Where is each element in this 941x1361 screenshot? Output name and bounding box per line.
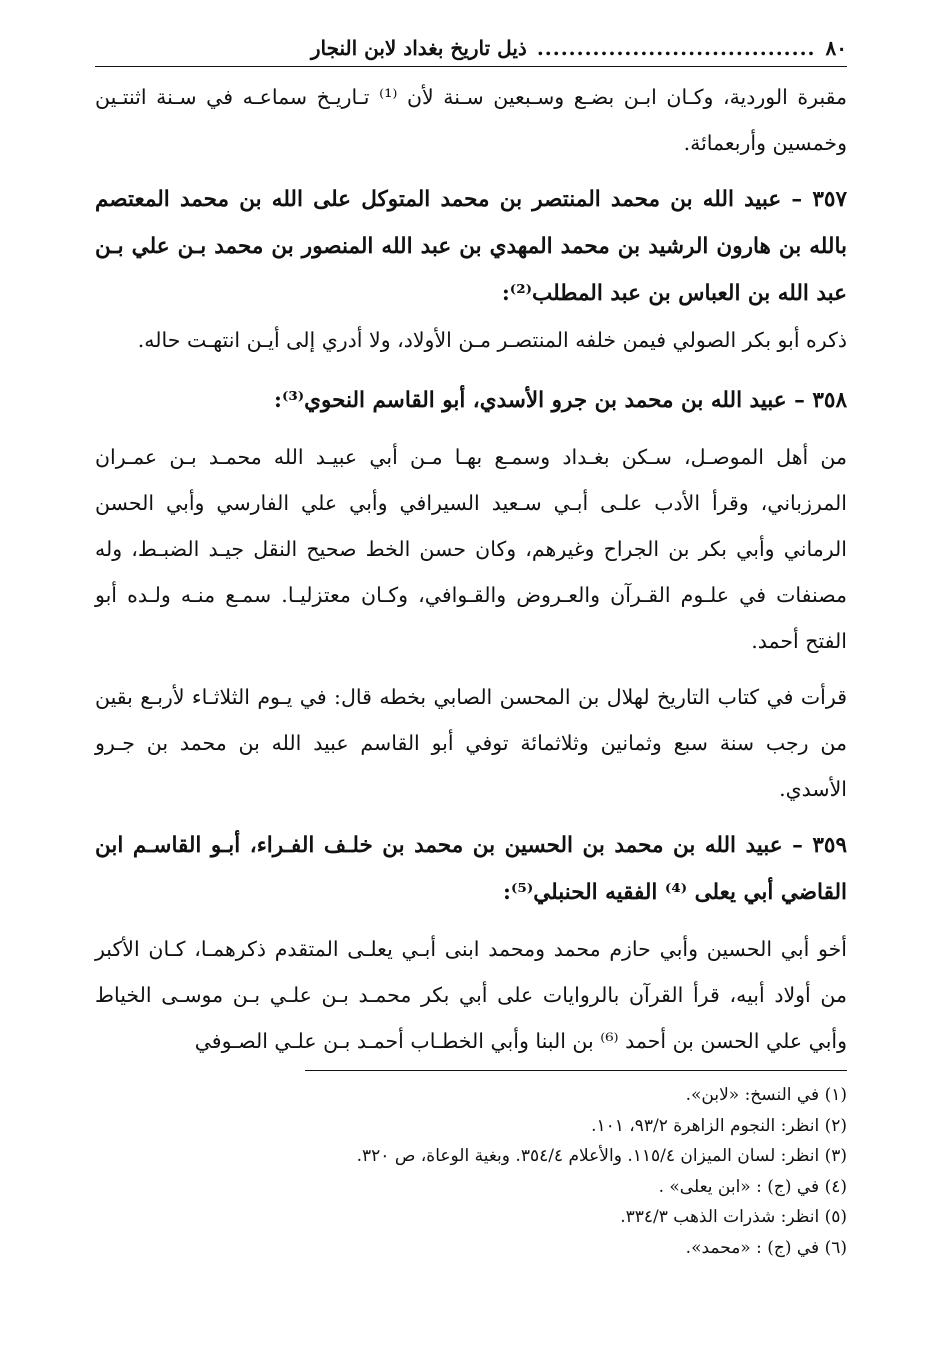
footnote-1: (١) في النسخ: «لابن». (685, 1085, 847, 1105)
footnotes (95, 1080, 847, 1263)
main-text (95, 74, 847, 1064)
footnote-3: (٣) انظر: لسان الميزان ١١٥/٤. والأعلام ٣٥٤/٤. وبغية الوعاة، ص ٣٢٠. (356, 1146, 847, 1166)
entry-358-text-2: قرأت في كتاب التاريخ لهلال بن المحسن الصابي بخطه قال: في يـوم الثلاثـاء لأربـع بقين من رجب سنة سبع وثمانين وثلاثمائة توفي أبو القاسم عبيد الله بن محمد بن جـرو الأسدي. (95, 685, 847, 801)
footnote-5: (٥) انظر: شذرات الذهب ٣٣٤/٣. (620, 1207, 847, 1227)
entry-357-text: ذكره أبو بكر الصولي فيمن خلفه المنتصـر مـن الأولاد، ولا أدري إلى أيـن انتهـت حاله. (137, 328, 847, 352)
header-leader-dots: ................................... (536, 36, 816, 60)
entry-359-heading: ٣٥٩ – عبيد الله بن محمد بن الحسين بن محمد بن خلـف الفـراء، أبـو القاسـم ابن القاضي أبي يعلى ⁽⁴⁾ الفقيه الحنبلي⁽⁵⁾: (95, 833, 847, 905)
entry-359-text: أخو أبي الحسين وأبي حازم محمد ومحمد ابنى أبـي يعلـى المتقدم ذكرهمـا، كـان الأكبر من أولاد أبيه، قرأ القرآن بالروايات على أبي بكر محمـد بـن علـي بـن موسـى الخياط وأبي علي الحسن بن أحمد ⁽⁶⁾ بن البنا وأبي الخطـاب أحمـد بـن علـي الصـوفي (95, 937, 847, 1053)
entry-358-text: من أهل الموصـل، سـكن بغـداد وسمـع بهـا مـن أبي عبيـد الله محمـد بـن عمـران المرزباني، وقرأ الأدب علـى أبـي سـعيد السيرافي وأبي علي الفارسي وأبي الحسن الرماني وأبي بكر بن الجراح وغيرهم، وكان حسن الخط صحيح النقل جيـد الضبـط، وله مصنفات في علـوم القـرآن والعـروض والقـوافي، وكـان معتزليـا. سمـع منـه ولـده أبو الفتح أحمد. (95, 445, 847, 653)
footnote-6: (٦) في (ج) : «محمد». (685, 1237, 847, 1258)
paragraph-continuation: مقبرة الوردية، وكـان ابـن بضـع وسـبعين سـنة لأن ⁽¹⁾ تـاريـخ سماعـه في سـنة اثنتـين وخمسين وأربعمائة. (95, 85, 847, 155)
running-header (95, 30, 847, 67)
entry-357-heading: ٣٥٧ – عبيد الله بن محمد المنتصر بن محمد المتوكل على الله بن محمد المعتصم بالله بن هارون الرشيد بن محمد المهدي بن عبد الله المنصور بن محمد بـن علي بـن عبد الله بن العباس بن عبد المطلب⁽²⁾: (95, 187, 847, 306)
footnote-4: (٤) في (ج) : «ابن يعلى» . (658, 1176, 847, 1197)
page-number: ٨٠ (825, 36, 847, 60)
book-title: ذيل تاريخ بغداد لابن النجار (310, 36, 527, 60)
footnote-divider (305, 1070, 847, 1071)
footnote-2: (٢) انظر: النجوم الزاهرة ٩٣/٢، ١٠١. (591, 1115, 847, 1136)
entry-358-heading: ٣٥٨ – عبيد الله بن محمد بن جرو الأسدي، أبو القاسم النحوي⁽³⁾: (274, 388, 847, 413)
